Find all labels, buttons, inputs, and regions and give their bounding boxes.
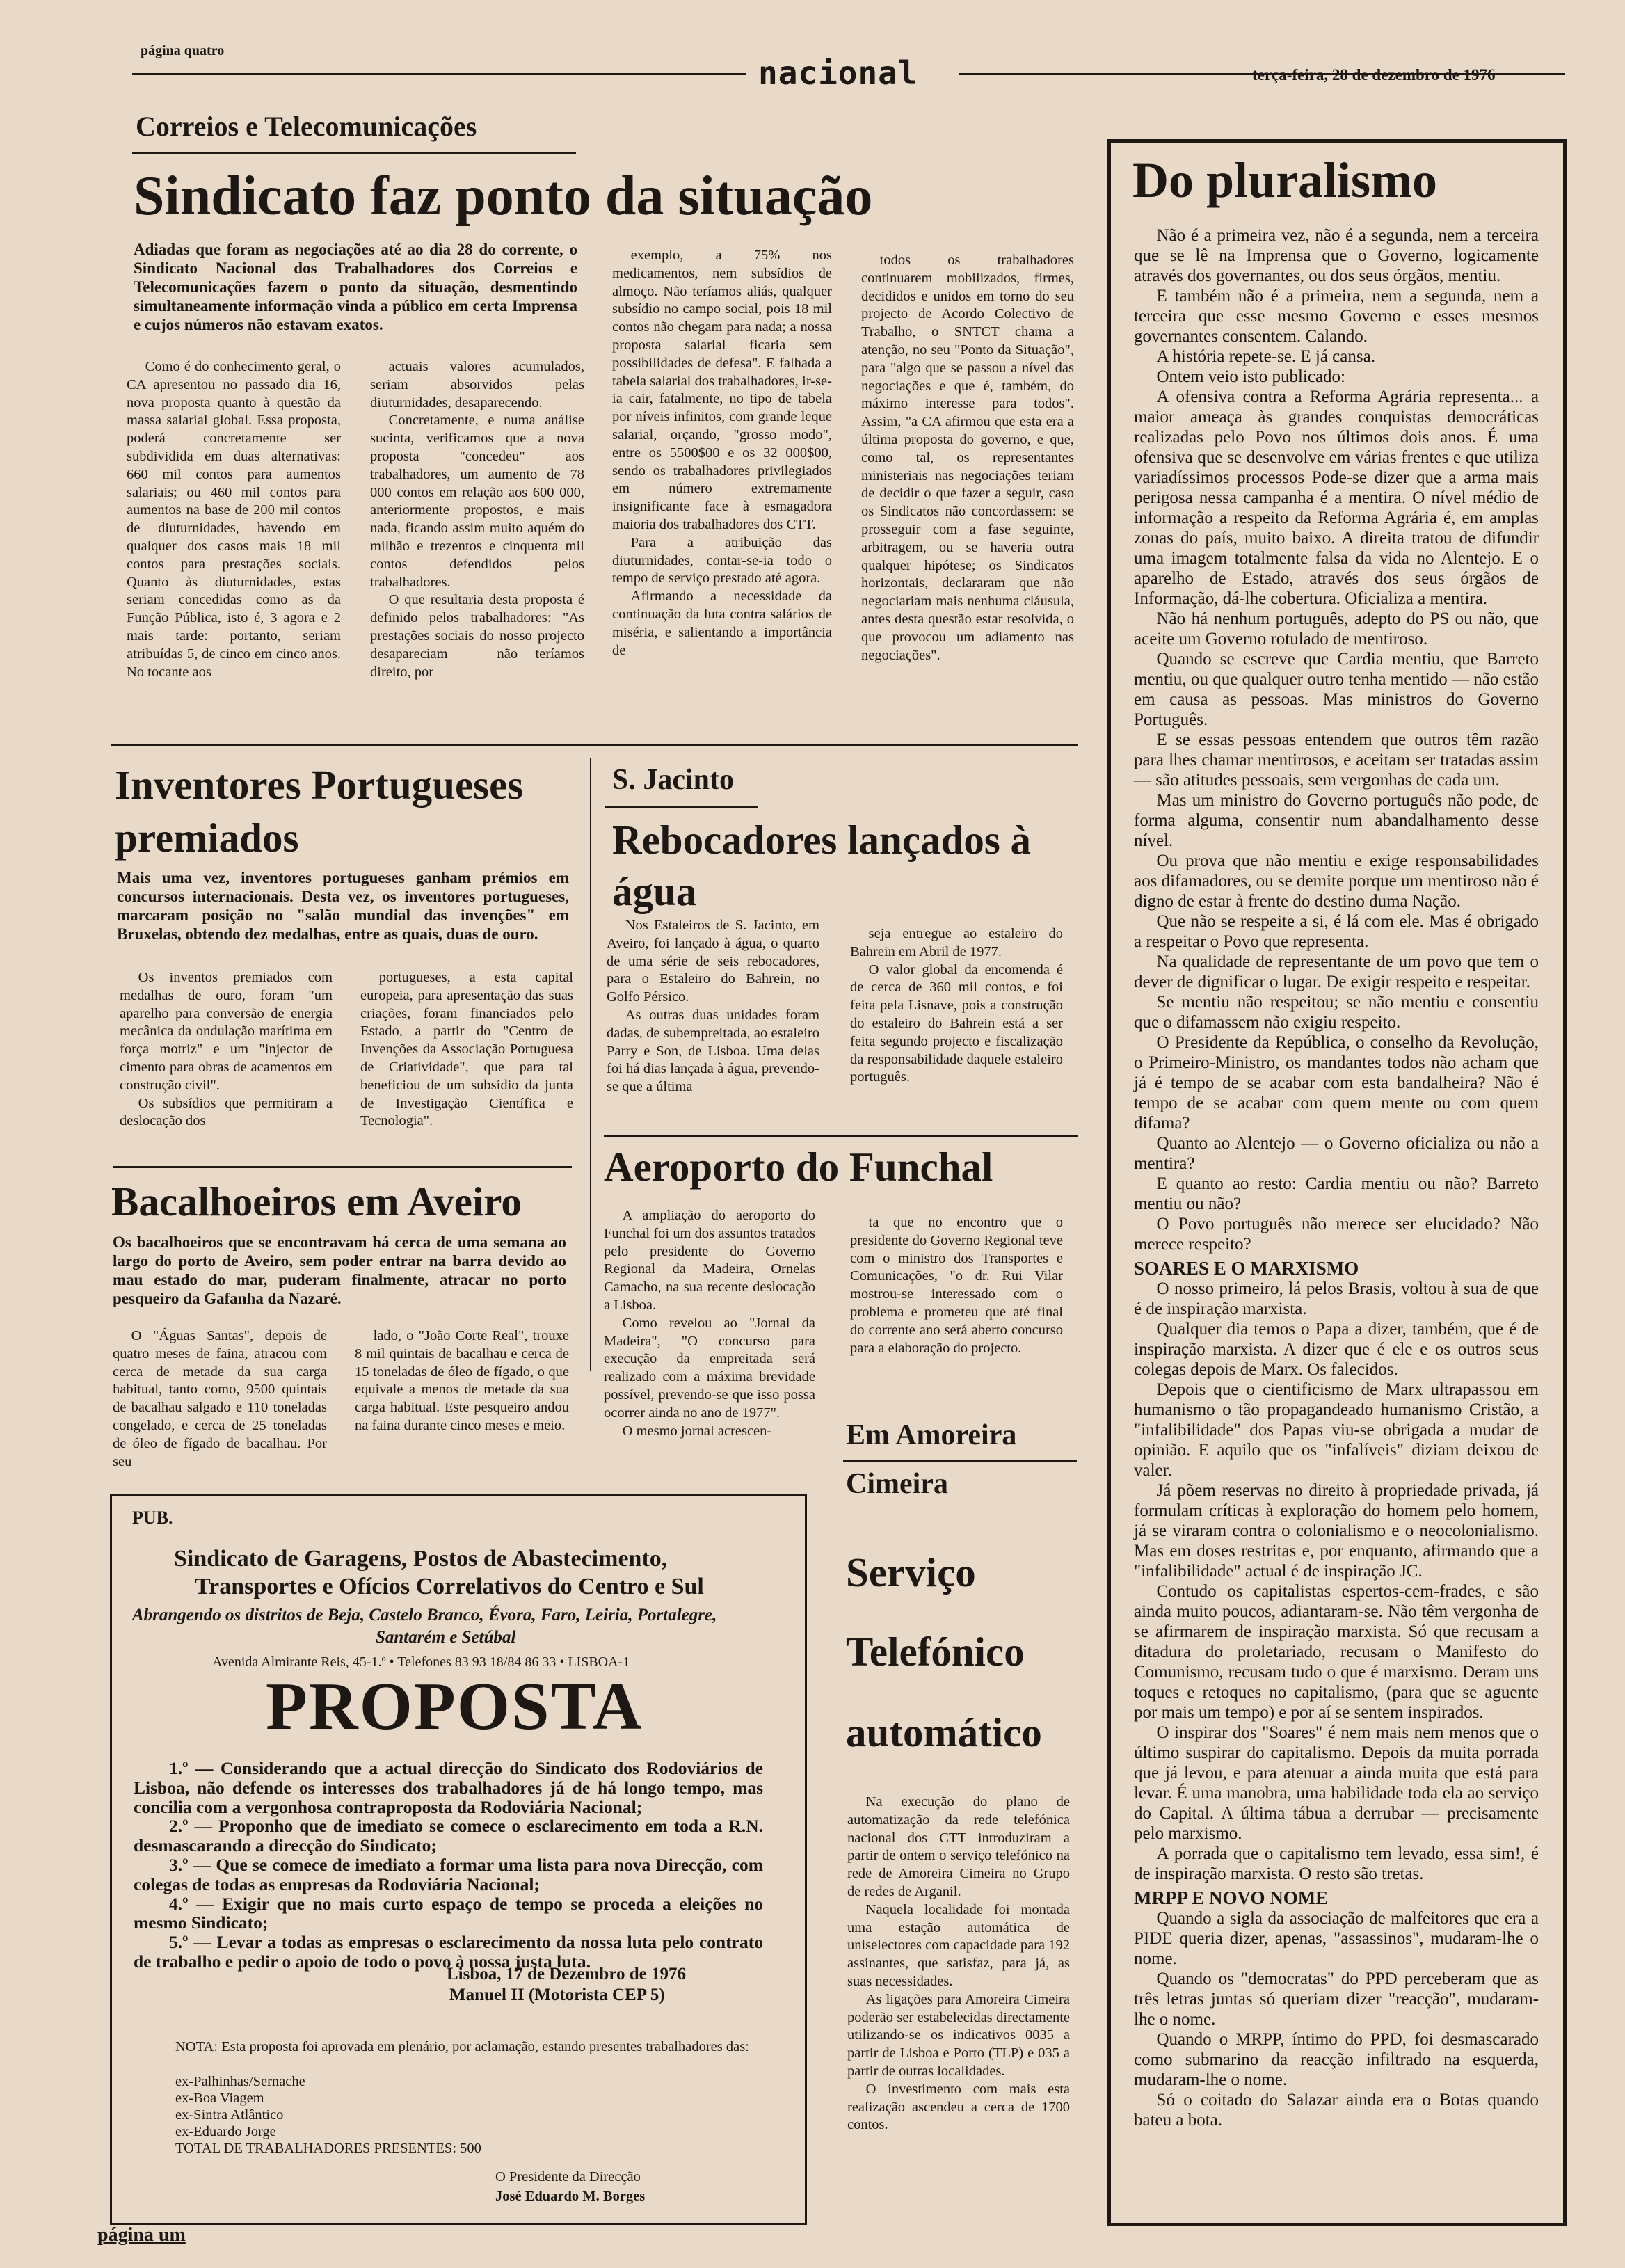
pluralismo-p4: Ontem veio isto publicado: — [1156, 367, 1345, 386]
inventores-col1-text: Os inventos premiados com medalhas de ouro, foram "um aparelho para conversão de energia mecânica da ondulação marítima em força motriz" e um "injector de cimento para obras de acamentos em construção civil". — [120, 970, 333, 1093]
pub-districts-line2: Santarém e Setúbal — [376, 1628, 516, 1647]
correios-kicker: Correios e Telecomunicações — [136, 111, 477, 142]
amoreira-p2: Naquela localidade foi montada uma estação automática de uniselectores com capacidade para 192 assinantes, que satisfaz, para já, as suas necessidades. — [847, 1901, 1070, 1989]
pluralismo-p7: Quando se escreve que Cardia mentiu, que Barreto mentiu, ou que qualquer outro tenha mentido — não estão em causa as pessoas. Mas ministros do Governo Português. — [1134, 650, 1539, 729]
pub-firm: ex-Palhinhas/Sernache — [175, 2074, 305, 2089]
masthead-date: terça-feira, 28 de dezembro de 1976 — [1252, 66, 1496, 83]
pluralismo-p15: Quanto ao Alentejo — o Governo oficializa ou não a mentira? — [1134, 1134, 1539, 1173]
left-column-divider — [590, 758, 591, 1371]
pub-item-2: 2.º — Proponho que de imediato se comece o esclarecimento em toda a R.N. desmascarando a direcção do Sindicato; — [134, 1816, 763, 1856]
correios-col3-text-b: Para a atribuição das diuturnidades, contar-se-ia todo o tempo de serviço prestado até agora. — [612, 534, 832, 586]
pub-place-date: Lisboa, 17 de Dezembro de 1976 — [447, 1965, 686, 1983]
correios-col2-text-c: O que resultaria desta proposta é definido pelos trabalhadores: "As prestações sociais do nosso projecto desapareciam — não teríamos direito, por — [370, 592, 584, 680]
correios-col1-text: Como é do conhecimento geral, o CA apresentou no passado dia 16, nova proposta quanto à questão da massa salarial global. Essa proposta, poderá concretamente ser subdividida em duas alternativas: 660 mil contos para aumentos salariais; ou 460 mil contos para aumentos na base de 200 mil contos de diuturnidades, havendo em qualquer dos casos mais 18 mil contos para prestações sociais. Quanto às diuturnidades, estas seriam concedidas como as da Função Pública, isto é, 3 agora e 2 mais tarde: portanto, seriam atribuídas 5, de cinco em cinco anos. No tocante aos — [127, 359, 341, 680]
pub-districts-line1: Abrangendo os distritos de Beja, Castelo Branco, Évora, Faro, Leiria, Portalegre, — [132, 1606, 717, 1624]
sjacinto-col1 — [607, 917, 819, 1096]
funchal-col2 — [850, 1214, 1063, 1357]
masthead-page: página quatro — [141, 43, 225, 58]
pluralismo-p14: O Presidente da República, o conselho da Revolução, o Primeiro-Ministro, os mandantes todos não acham que já é tempo de se acabar com esta bandalheira? Não é tempo de se acabar com quem mente ou com quem difama? — [1134, 1033, 1539, 1133]
pub-firm: ex-Sintra Atlântico — [175, 2107, 284, 2123]
bacalhoeiros-col2-text: lado, o "João Corte Real", trouxe 8 mil quintais de bacalhau e cerca de 15 toneladas de óleo de fígado, o que equivale a menos de metade da sua carga habitual. Este pesqueiro andou na faina durante cinco meses e meio. — [355, 1328, 569, 1433]
inventores-col2 — [360, 969, 573, 1131]
correios-kicker-rule — [132, 152, 576, 154]
pub-headline: PROPOSTA — [266, 1669, 643, 1744]
pub-item-1: 1.º — Considerando que a actual direcção do Sindicato dos Rodoviários de Lisboa, não defende os interesses dos trabalhadores já de há longo tempo, mas concilia com a vergonhosa contraproposta da Rodoviária Nacional; — [134, 1758, 763, 1817]
pluralismo-p19: Qualquer dia temos o Papa a dizer, também, que é de inspiração marxista. A dizer que é ele e os outros seus colegas depois de Marx. Os falecidos. — [1134, 1320, 1539, 1379]
amoreira-kicker-rule — [843, 1460, 1077, 1462]
funchal-col1-text-c: O mesmo jornal acrescen- — [622, 1423, 772, 1439]
pluralismo-p2: E também não é a primeira, nem a segunda, nem a terceira que esse mesmo Governo e esses mesmos governantes consentem. Calando. — [1134, 287, 1539, 346]
sjacinto-col2-text-b: O valor global da encomenda é de cerca de 360 mil contos, e foi feita pela Lisnave, pois a construção do estaleiro do Bahrein está a ser feita segundo projecto e fiscalização da responsabilidade daquele estaleiro português. — [850, 961, 1063, 1085]
funchal-col1-text-b: Como revelou ao "Jornal da Madeira", "O concurso para execução da empreitada será realizado com a máxima brevidade possível, prevendo-se que isso possa ocorrer ainda no ano de 1977". — [604, 1315, 815, 1421]
sjacinto-col2 — [850, 925, 1063, 1087]
pluralismo-p10: Ou prova que não mentiu e exige responsabilidades aos difamadores, ou se demite porque um mentiroso não é digno de estar à frente do destino duma Nação. — [1134, 852, 1539, 911]
pluralismo-p18: O nosso primeiro, lá pelos Brasis, voltou à sua de que é de inspiração marxista. — [1134, 1279, 1539, 1318]
funchal-col1-text: A ampliação do aeroporto do Funchal foi um dos assuntos tratados pelo presidente do Governo Regional da Madeira, Ornelas Camacho, na sua recente deslocação a Lisboa. — [604, 1208, 815, 1313]
pub-president-title: O Presidente da Direcção — [495, 2169, 641, 2185]
pluralismo-title: Do pluralismo — [1132, 152, 1438, 208]
pub-firm: ex-Eduardo Jorge — [175, 2124, 276, 2139]
sjacinto-col2-text: seja entregue ao estaleiro do Bahrein em Abril de 1977. — [850, 926, 1063, 959]
bacalhoeiros-col2 — [355, 1327, 569, 1435]
inventores-col1-text-b: Os subsídios que permitiram a deslocação dos — [120, 1095, 333, 1129]
pluralismo-body — [1134, 225, 1539, 2130]
pluralismo-p8: E se essas pessoas entendem que outros têm razão para lhes chamar mentirosos, e aceitam ser tratadas assim — são atitudes pessoais, sem vergonhas de cada um. — [1134, 730, 1539, 790]
bacalhoeiros-col1-text: O "Águas Santas", depois de quatro meses de faina, atracou com cerca de metade da sua carga habitual, tanto como, 9500 quintais de bacalhau salgado e 110 toneladas congelado, e cerca de 25 toneladas de óleo de fígado de bacalhau. Por seu — [113, 1328, 327, 1469]
amoreira-title-3: automático — [846, 1709, 1042, 1755]
pluralismo-p13: Se mentiu não respeitou; se não mentiu e consentiu que o difamassem não exigiu respeito. — [1134, 993, 1539, 1032]
sjacinto-bottom-rule — [604, 1135, 1078, 1137]
sjacinto-kicker-rule — [605, 806, 758, 808]
pluralismo-p27: Quando o MRPP, íntimo do PPD, foi desmascarado como submarino da reacção infiltrado na esquerda, mudaram-lhe o nome. — [1134, 2030, 1539, 2089]
pluralismo-p20: Depois que o cientificismo de Marx ultrapassou em humanismo o tão propagandeado humanismo Cristão, a "infalibilidade" dos Papas viu-se obrigada a mudar de opinião. E aquilo que os "infalíveis" diziam deixou de valer. — [1134, 1380, 1539, 1480]
pluralismo-p28: Só o coitado do Salazar ainda era o Botas quando bateu a bota. — [1134, 2091, 1539, 2130]
pluralismo-p22: Contudo os capitalistas espertos-cem-frades, e são ainda muito poucos, adiantaram-se. Não têm vergonha de se afirmarem de inspiração marxista. Só que recusam a ditadura do proletariado, recusam o Manifesto do Comunismo, recusam tudo o que é marxismo. Deram uns toques e retoques no capitalismo, (para que se aguente por mais um tempo) e por aí se sentem inspirados. — [1134, 1582, 1539, 1722]
correios-col2-text-b: Concretamente, e numa análise sucinta, verificamos que a nova proposta "concedeu" aos trabalhadores, um aumento de 78 000 contos em relação aos 600 000, anteriormente propostos, e mais nada, ficando assim muito aquém do milhão e trezentos e cinquenta mil contos defendidos pelos trabalhadores. — [370, 413, 584, 590]
footer-page: página um — [97, 2224, 186, 2246]
sjacinto-col1-text-b: As outras duas unidades foram dadas, de subempreitada, ao estaleiro Parry e Son, de Lisboa. Uma delas foi há dias lançada à água, prevendo-se que a última — [607, 1007, 819, 1095]
pluralismo-subhead-soares: SOARES E O MARXISMO — [1134, 1258, 1359, 1279]
amoreira-kicker-1: Em Amoreira — [846, 1419, 1017, 1451]
pub-tag: PUB. — [132, 1508, 173, 1528]
amoreira-p3: As ligações para Amoreira Cimeira poderão ser estabelecidas directamente utilizando-se os indicativos 0035 a partir de Lisboa e Porto (TLP) e 035 a partir de outras localidades. — [847, 1991, 1070, 2079]
pluralismo-p23: O inspirar dos "Soares" é nem mais nem menos que o último suspirar do capitalismo. Depois da muita porrada que já levou, e para atenuar a ainda muita que está para levar. É uma manobra, uma habilidade toda ela ao serviço do Capital. A última tábua a derrubar — precisamente pelo marxismo. — [1134, 1723, 1539, 1843]
correios-col3-text-c: Afirmando a necessidade da continuação da luta contra salários de miséria, e salientando a importância de — [612, 589, 832, 658]
bacalhoeiros-lead: Os bacalhoeiros que se encontravam há cerca de uma semana ao largo do porto de Aveiro, sem poder entrar na barra devido ao mau estado do mar, puderam finalmente, atracar no porto pesqueiro da Gafanha da Nazaré. — [113, 1233, 566, 1307]
pub-address: Avenida Almirante Reis, 45-1.º • Telefones 83 93 18/84 86 33 • LISBOA-1 — [212, 1654, 630, 1670]
correios-col1 — [127, 358, 341, 681]
amoreira-title-1: Serviço — [846, 1549, 976, 1595]
pluralismo-p24: A porrada que o capitalismo tem levado, essa sim!, é de inspiração marxista. O resto são tretas. — [1134, 1844, 1539, 1883]
pub-total: TOTAL DE TRABALHADORES PRESENTES: 500 — [175, 2141, 481, 2156]
pluralismo-p26: Quando os "democratas" do PPD perceberam que as três letras juntas só queriam dizer "reacção", mudaram-lhe o nome. — [1134, 1970, 1539, 2029]
pluralismo-p12: Na qualidade de representante de um povo que tem o dever de dignificar o lugar. De exigir respeito e respeitar. — [1134, 952, 1539, 991]
pub-firms — [175, 2073, 481, 2157]
pluralismo-p9: Mas um ministro do Governo português não pode, de forma alguma, consentir num abandalhamento desse nível. — [1134, 791, 1539, 850]
pluralismo-p11: Que não se respeite a si, é lá com ele. Mas é obrigado a respeitar o Povo que representa. — [1134, 912, 1539, 951]
correios-bottom-rule — [111, 744, 1078, 746]
correios-title: Sindicato faz ponto da situação — [134, 166, 873, 227]
amoreira-p4: O investimento com mais esta realização ascendeu a cerca de 1700 contos. — [847, 2081, 1070, 2133]
bacalhoeiros-col1 — [113, 1327, 327, 1471]
pub-item-3: 3.º — Que se comece de imediato a formar uma lista para nova Direcção, com colegas de todas as empresas da Rodoviária Nacional; — [134, 1854, 763, 1894]
sjacinto-col1-text: Nos Estaleiros de S. Jacinto, em Aveiro, foi lançado à água, o quarto de uma série de seis rebocadores, para o Estaleiro do Bahrein, no Golfo Pérsico. — [607, 918, 819, 1005]
funchal-col1 — [604, 1207, 815, 1440]
correios-col3-text: exemplo, a 75% nos medicamentos, nem subsídios de almoço. Não teríamos aliás, qualquer subsídio no campo social, pois 18 mil contos não chegam para nada; a nossa proposta salarial ficaria sem possibilidades de defesa". E falhada a tabela salarial dos trabalhadores, ir-se-ia cair, fatalmente, no tipo de tabela por níveis infinitos, com grande leque salarial, orçando, "grosso modo", entre os 5500$00 e os 32 000$00, sendo os trabalhadores privilegiados em número extremamente insignificante face à esmagadora maioria dos trabalhadores dos CTT. — [612, 248, 832, 532]
correios-lead: Adiadas que foram as negociações até ao dia 28 do corrente, o Sindicato Nacional dos Trabalhadores dos Correios e Telecomunicações fazem o ponto da situação, desmentindo simultaneamente informação vinda a público em certa Imprensa e cujos números não estavam exatos. — [134, 241, 577, 333]
amoreira-title-2: Telefónico — [846, 1629, 1025, 1675]
pluralismo-p1: Não é a primeira vez, não é a segunda, nem a terceira que se lê na Imprensa que o Governo, logicamente através dos governantes, ou dos seus órgãos, mentiu. — [1134, 226, 1539, 285]
pub-president-name: José Eduardo M. Borges — [495, 2189, 646, 2204]
pluralismo-p21: Já põem reservas no direito à propriedade privada, já formulam críticas à exploração do homem pelo homem, já se viraram contra o colonialismo e o neocolonialismo. Mas em doses restritas e, por enquanto, afirmando que a "infalibilidade" actual é de inspiração JC. — [1134, 1481, 1539, 1581]
pub-org-line2: Transportes e Ofícios Correlativos do Centro e Sul — [195, 1574, 704, 1599]
bacalhoeiros-title: Bacalhoeiros em Aveiro — [111, 1179, 522, 1224]
masthead-rule-left — [132, 73, 746, 75]
correios-col4 — [861, 252, 1074, 664]
sjacinto-kicker: S. Jacinto — [612, 764, 735, 796]
inventores-lead: Mais uma vez, inventores portugueses ganham prémios em concursos internacionais. Desta vez, os inventores portugueses, marcaram posição no "salão mundial das invenções" em Bruxelas, obtendo dez medalhas, entre as quais, duas de ouro. — [117, 869, 569, 943]
pub-firm: ex-Boa Viagem — [175, 2091, 264, 2106]
inventores-bottom-rule — [113, 1166, 572, 1168]
pluralismo-p16: E quanto ao resto: Cardia mentiu ou não? Barreto mentiu ou não? — [1134, 1174, 1539, 1213]
pub-item-5: 5.º — Levar a todas as empresas o esclarecimento da nossa luta pelo contrato de trabalho e pedir o apoio de todo o povo à nossa justa luta. — [134, 1932, 763, 1972]
pluralismo-p3: A história repete-se. E já cansa. — [1156, 347, 1375, 366]
amoreira-body — [847, 1794, 1070, 2134]
pub-signer: Manuel II (Motorista CEP 5) — [449, 1986, 665, 2004]
pluralismo-subhead-mrpp: MRPP E NOVO NOME — [1134, 1887, 1329, 1908]
correios-col3 — [612, 247, 832, 660]
funchal-title: Aeroporto do Funchal — [604, 1144, 993, 1190]
masthead-section: nacional — [758, 54, 918, 92]
amoreira-kicker-2: Cimeira — [846, 1468, 948, 1500]
inventores-col1 — [120, 969, 333, 1131]
pub-note: NOTA: Esta proposta foi aprovada em plenário, por aclamação, estando presentes trabalhadores das: — [175, 2039, 749, 2054]
funchal-col2-text: ta que no encontro que o presidente do Governo Regional teve com o ministro dos Transportes e Comunicações, "o dr. Rui Vilar mostrou-se interessado com o problema e prometeu que até final do corrente ano será aberto concurso para a elaboração do projecto. — [850, 1215, 1063, 1356]
pluralismo-p17: O Povo português não merece ser elucidado? Não merece respeito? — [1134, 1215, 1539, 1254]
pub-item-4: 4.º — Exigir que no mais curto espaço de tempo se proceda a eleições no mesmo Sindicato; — [134, 1893, 763, 1933]
pub-items — [134, 1759, 763, 1972]
pluralismo-p25: Quando a sigla da associação de malfeitores que era a PIDE queria dizer, apenas, "assassinos", mudaram-lhe o nome. — [1134, 1909, 1539, 1968]
pub-org-line1: Sindicato de Garagens, Postos de Abastecimento, — [174, 1546, 668, 1572]
pluralismo-p6: Não há nenhum português, adepto do PS ou não, que aceite um Governo rotulado de mentiroso. — [1134, 609, 1539, 648]
amoreira-p1: Na execução do plano de automatização da rede telefónica nacional dos CTT introduziram a partir de ontem o serviço telefónico na rede de Amoreira Cimeira no Grupo de redes de Arganil. — [847, 1794, 1070, 1899]
pluralismo-p5: A ofensiva contra a Reforma Agrária representa... a maior ameaça às grandes conquistas democráticas realizadas pelo Povo nos últimos dois anos. É uma ofensiva que se desenvolve em várias frentes e que utiliza variadíssimos processos Pode-se dizer que a arma mais perigosa nessa campanha é a mentira. O nível médio de informação a respeito da Reforma Agrária é, em amplas zonas do país, muito baixo. A direita tratou de difundir uma imagem totalmente falsa da vida no Alentejo. E o aparelho de Estado, através dos seus órgãos de Informação, dá-lhe cobertura. Oficializa a mentira. — [1134, 388, 1539, 608]
inventores-title: Inventores Portugueses premiados — [115, 762, 524, 861]
sjacinto-title: Rebocadores lançados à água — [612, 817, 1032, 914]
correios-col2-text: actuais valores acumulados, seriam absorvidos pelas diuturnidades, desaparecendo. — [370, 359, 584, 410]
inventores-col2-text: portugueses, a esta capital europeia, para apresentação das suas criações, foram financiados pelo Estado, a partir do "Centro de Invenções da Associação Portuguesa de Criatividade", que para tal beneficiou de um subsídio da junta de Investigação Científica e Tecnologia". — [360, 970, 573, 1129]
correios-col2 — [370, 358, 584, 681]
correios-col4-text: todos os trabalhadores continuarem mobilizados, firmes, decididos e unidos em torno do seu projecto de Acordo Colectivo de Trabalho, o SNTCT chama a atenção, no seu "Ponto da Situação", para "algo que se passou a nível das negociações e que é, também, do máximo interesse para todos". Assim, "a CA afirmou que esta era a última proposta do governo, e que, como tal, os representantes ministeriais nas negociações teriam de decidir o que fazer a seguir, caso os Sindicatos não concordassem: se prosseguir com a fase seguinte, arbitragem, ou se haveria outra qualquer hipótese; os Sindicatos horizontais, declararam que não negociariam mais nenhuma cláusula, antes desta questão estar resolvida, o que provocou um adiamento nas negociações". — [861, 253, 1074, 663]
